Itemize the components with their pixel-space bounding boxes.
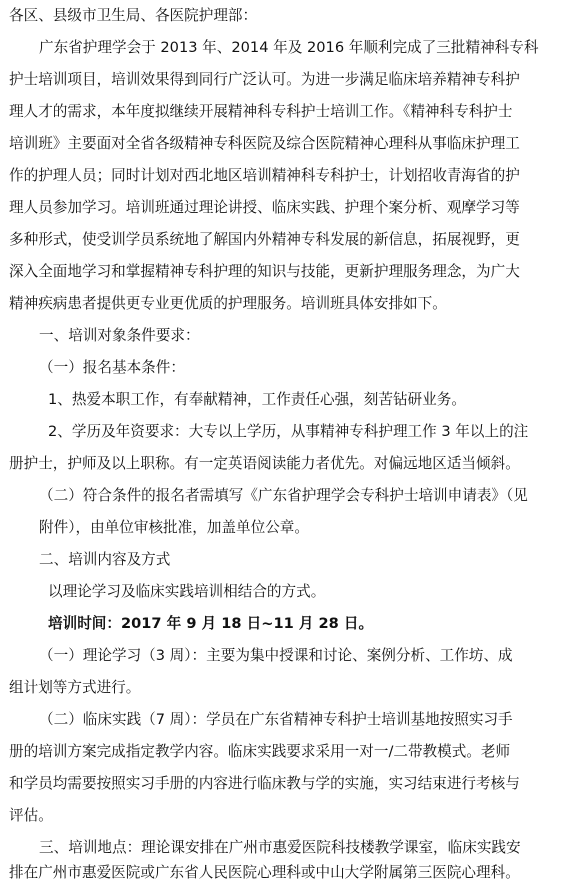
- section-heading: 二、培训内容及方式: [39, 551, 171, 568]
- paragraph-line: 理人才的需求，本年度拟继续开展精神科专科护士培训工作。《精神科专科护士: [9, 103, 513, 120]
- subsection-heading: （一）理论学习（3 周）：主要为集中授课和讨论、案例分析、工作坊、成: [39, 647, 513, 664]
- list-item: 2、学历及年资要求：大专以上学历，从事精神专科护理工作 3 年以上的注: [48, 423, 529, 440]
- paragraph-line: 排在广州市惠爱医院或广东省人民医院心理科或中山大学附属第三医院心理科。: [9, 864, 520, 881]
- list-item: 1、热爱本职工作，有奉献精神，工作责任心强，刻苦钻研业务。: [48, 391, 466, 408]
- subsection-heading: （二）符合条件的报名者需填写《广东省护理学会专科护士培训申请表》（见: [39, 487, 528, 504]
- paragraph-line: 和学员均需要按照实习手册的内容进行临床教与学的实施，实习结束进行考核与: [9, 775, 520, 792]
- subsection-heading: （一）报名基本条件：: [39, 359, 185, 376]
- section-heading: 三、培训地点：理论课安排在广州市惠爱医院科技楼教学课室，临床实践安: [39, 839, 521, 856]
- paragraph-line: 册护士，护师及以上职称。有一定英语阅读能力者优先。对偏远地区适当倾斜。: [9, 455, 520, 472]
- paragraph-line: 理人员参加学习。培训班通过理论讲授、临床实践、护理个案分析、观摩学习等: [9, 199, 520, 216]
- paragraph-line: 以理论学习及临床实践培训相结合的方式。: [48, 583, 326, 600]
- paragraph-line: 培训班》主要面对全省各级精神专科医院及综合医院精神心理科从事临床护理工: [9, 135, 520, 152]
- paragraph-line: 精神疾病患者提供更专业更优质的护理服务。培训班具体安排如下。: [9, 295, 447, 312]
- paragraph-line: 附件），由单位审核批准，加盖单位公章。: [39, 519, 309, 536]
- paragraph-line: 护士培训项目，培训效果得到同行广泛认可。为进一步满足临床培养精神专科护: [9, 71, 520, 88]
- subsection-heading: （二）临床实践（7 周）：学员在广东省精神专科护士培训基地按照实习手: [39, 711, 513, 728]
- paragraph-line: 广东省护理学会于 2013 年、2014 年及 2016 年顺利完成了三批精神科专科: [39, 39, 539, 56]
- salutation-line: 各区、县级市卫生局、各医院护理部：: [9, 7, 258, 24]
- paragraph-line: 组计划等方式进行。: [9, 679, 141, 696]
- paragraph-line: 作的护理人员；同时计划对西北地区培训精神科专科护士，计划招收青海省的护: [9, 167, 520, 184]
- paragraph-line: 册的培训方案完成指定教学内容。临床实践要求采用一对一/二带教模式。老师: [9, 743, 511, 760]
- training-time: 培训时间：2017 年 9 月 18 日~11 月 28 日。: [48, 615, 374, 632]
- paragraph-line: 深入全面地学习和掌握精神专科护理的知识与技能，更新护理服务理念，为广大: [9, 263, 520, 280]
- paragraph-line: 评估。: [9, 807, 53, 824]
- section-heading: 一、培训对象条件要求：: [39, 327, 200, 344]
- paragraph-line: 多种形式，使受训学员系统地了解国内外精神专科发展的新信息，拓展视野，更: [9, 231, 520, 248]
